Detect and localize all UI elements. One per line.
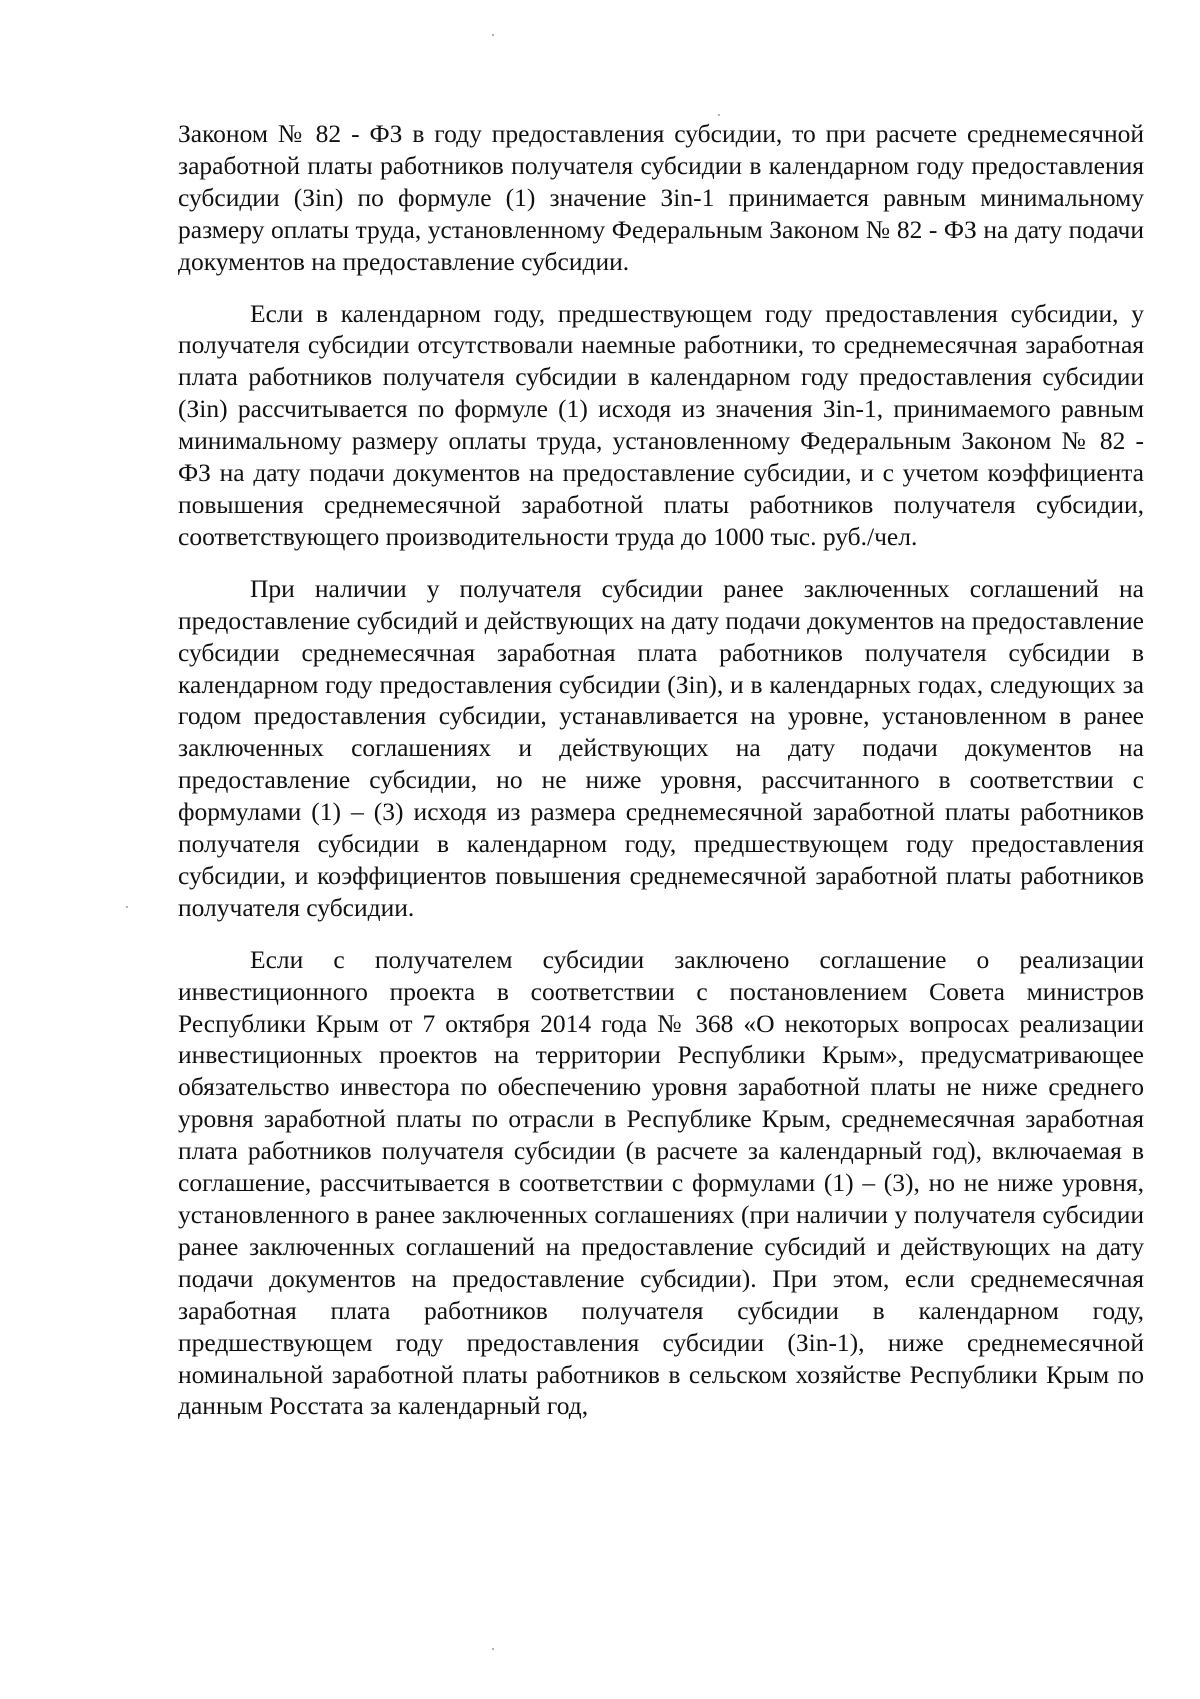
paragraph-4: Если с получателем субсидии заключено соглашение о реализации инвестиционного проекта в соответствии с постановлением Совета министров Республики Крым от 7 октября 2014 года № 368 «О некоторых вопросах реализации инвестиционных проектов на территории Республики Крым», предусматривающее обязательство инвестора по обеспечению уровня заработной платы не ниже среднего уровня заработной платы по отрасли в Республике Крым, среднемесячная заработная плата работников получателя субсидии (в расчете за календарный год), включаемая в соглашение, рассчитывается в соответствии с формулами (1) – (3), но не ниже уровня, установленного в ранее заключенных соглашениях (при наличии у получателя субсидии ранее заключенных соглашений на предоставление субсидий и действующих на дату подачи документов на предоставление субсидии). При этом, если среднемесячная заработная плата работников получателя субсидии в календарном году, предшествующем году предоставления субсидии (Зin-1), ниже среднемесячной номинальной заработной платы работников в сельском хозяйстве Республики Крым по данным Росстата за календарный год, [178, 944, 1144, 1421]
document-page [178, 118, 1144, 1442]
scan-speck [126, 906, 128, 908]
paragraph-2: Если в календарном году, предшествующем году предоставления субсидии, у получателя субсидии отсутствовали наемные работники, то среднемесячная заработная плата работников получателя субсидии в календарном году предоставления субсидии (Зin) рассчитывается по формуле (1) исходя из значения Зin-1, принимаемого равным минимальному размеру оплаты труда, установленному Федеральным Законом № 82 - ФЗ на дату подачи документов на предоставление субсидии, и с учетом коэффициента повышения среднемесячной заработной платы работников получателя субсидии, соответствующего производительности труда до 1000 тыс. руб./чел. [178, 298, 1144, 551]
scan-speck [718, 114, 720, 116]
paragraph-1: Законом № 82 - ФЗ в году предоставления субсидии, то при расчете среднемесячной заработной платы работников получателя субсидии в календарном году предоставления субсидии (Зin) по формуле (1) значение Зin-1 принимается равным минимальному размеру оплаты труда, установленному Федеральным Законом № 82 - ФЗ на дату подачи документов на предоставление субсидии. [178, 119, 1144, 276]
scan-speck [492, 1648, 494, 1650]
scan-speck [492, 34, 494, 36]
paragraph-3: При наличии у получателя субсидии ранее заключенных соглашений на предоставление субсидий и действующих на дату подачи документов на предоставление субсидии среднемесячная заработная плата работников получателя субсидии в календарном году предоставления субсидии (Зin), и в календарных годах, следующих за годом предоставления субсидии, устанавливается на уровне, установленном в ранее заключенных соглашениях и действующих на дату подачи документов на предоставление субсидии, но не ниже уровня, рассчитанного в соответствии с формулами (1) – (3) исходя из размера среднемесячной заработной платы работников получателя субсидии в календарном году, предшествующем году предоставления субсидии, и коэффициентов повышения среднемесячной заработной платы работников получателя субсидии. [178, 573, 1144, 922]
